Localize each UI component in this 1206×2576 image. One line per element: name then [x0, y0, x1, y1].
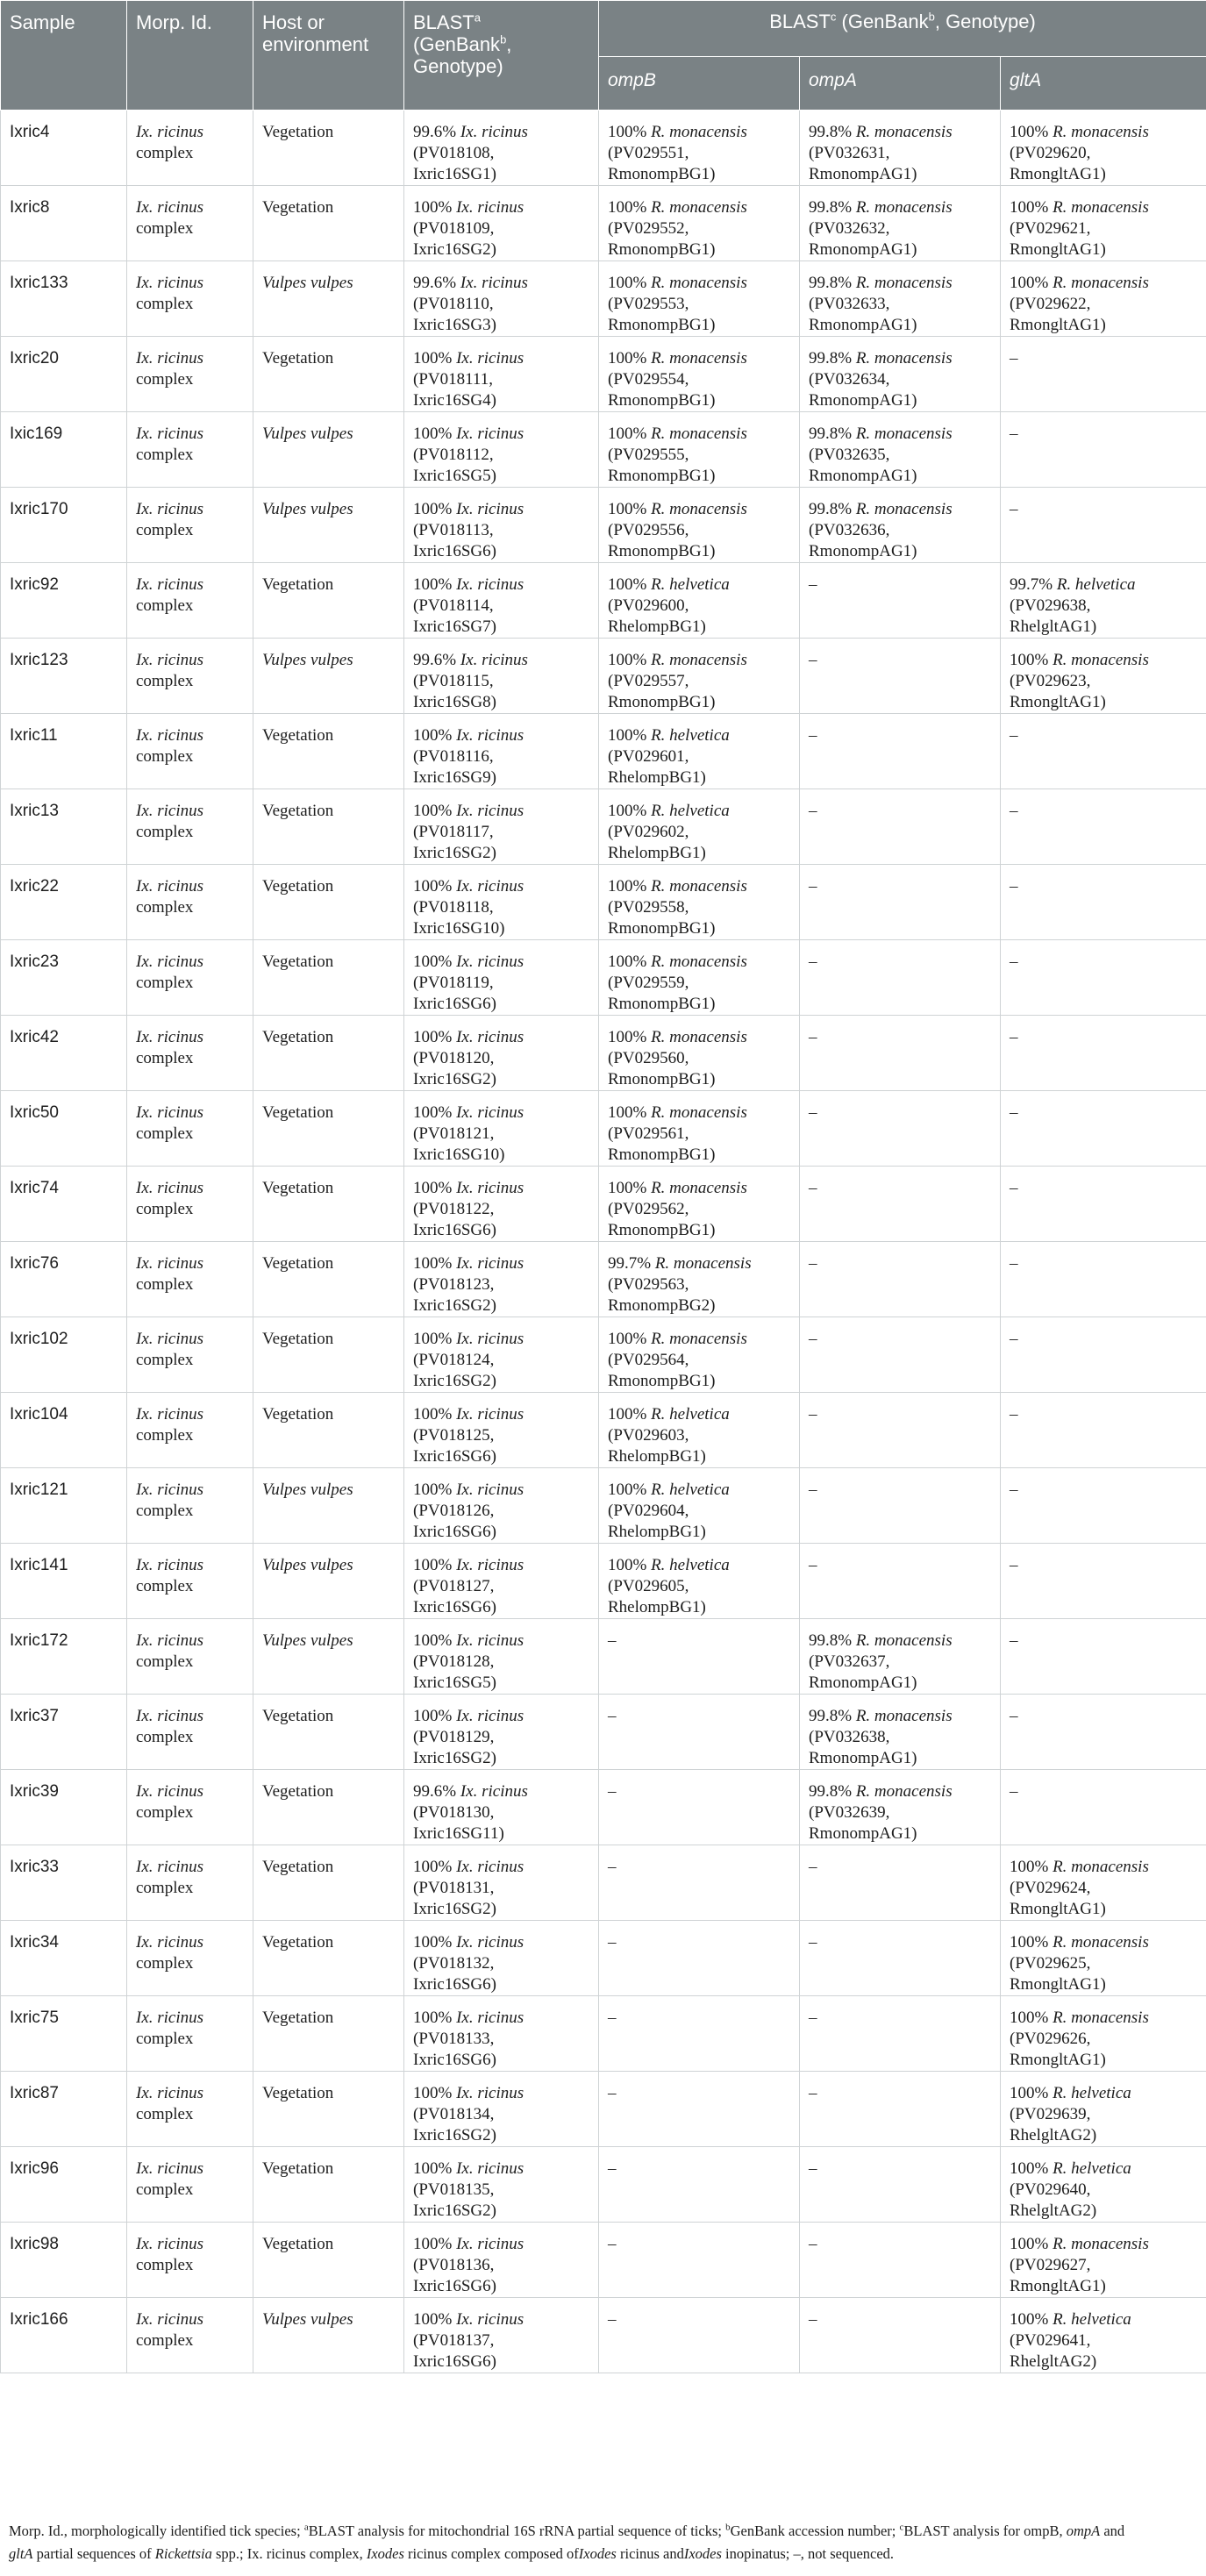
cell-blast-16s: 100% Ix. ricinus (PV018125, Ixric16SG6)	[404, 1393, 599, 1468]
cell-blast-16s: 100% Ix. ricinus (PV018137, Ixric16SG6)	[404, 2298, 599, 2373]
cell-sample: Ixric96	[1, 2147, 127, 2223]
cell-ompa: –	[800, 1845, 1001, 1921]
cell-sample: Ixric87	[1, 2072, 127, 2147]
cell-ompb: –	[599, 1770, 800, 1845]
table-row	[1, 714, 1206, 789]
cell-sample: Ixric8	[1, 186, 127, 261]
cell-glta: –	[1001, 1393, 1206, 1468]
cell-morph-id: Ix. ricinus complex	[127, 1317, 253, 1393]
cell-morph-id: Ix. ricinus complex	[127, 1167, 253, 1242]
cell-ompb: –	[599, 2298, 800, 2373]
table-header	[1, 1, 1206, 111]
cell-host: Vegetation	[253, 111, 404, 186]
cell-glta: –	[1001, 1468, 1206, 1544]
cell-sample: Ixric20	[1, 337, 127, 412]
cell-ompa: 99.8% R. monacensis (PV032636, RmonompAG1)	[800, 488, 1001, 563]
cell-blast-16s: 100% Ix. ricinus (PV018124, Ixric16SG2)	[404, 1317, 599, 1393]
cell-blast-16s: 99.6% Ix. ricinus (PV018130, Ixric16SG11)	[404, 1770, 599, 1845]
cell-blast-16s: 99.6% Ix. ricinus (PV018108, Ixric16SG1)	[404, 111, 599, 186]
cell-ompa: –	[800, 2298, 1001, 2373]
cell-ompa: –	[800, 2147, 1001, 2223]
cell-host: Vegetation	[253, 1996, 404, 2072]
cell-glta: –	[1001, 940, 1206, 1016]
table-row	[1, 2072, 1206, 2147]
table-row	[1, 1544, 1206, 1619]
cell-ompa: –	[800, 1921, 1001, 1996]
cell-sample: Ixric76	[1, 1242, 127, 1317]
table-row	[1, 488, 1206, 563]
cell-glta: –	[1001, 789, 1206, 865]
table-row	[1, 1921, 1206, 1996]
cell-sample: Ixric170	[1, 488, 127, 563]
cell-sample: Ixic169	[1, 412, 127, 488]
cell-morph-id: Ix. ricinus complex	[127, 1544, 253, 1619]
cell-glta: 99.7% R. helvetica (PV029638, RhelgltAG1)	[1001, 563, 1206, 639]
cell-blast-16s: 100% Ix. ricinus (PV018117, Ixric16SG2)	[404, 789, 599, 865]
cell-ompa: –	[800, 865, 1001, 940]
cell-ompb: 100% R. monacensis (PV029557, RmonompBG1)	[599, 639, 800, 714]
cell-blast-16s: 100% Ix. ricinus (PV018123, Ixric16SG2)	[404, 1242, 599, 1317]
cell-host: Vegetation	[253, 1242, 404, 1317]
cell-glta: –	[1001, 1770, 1206, 1845]
cell-blast-16s: 100% Ix. ricinus (PV018131, Ixric16SG2)	[404, 1845, 599, 1921]
header-ompb: ompB	[599, 57, 800, 111]
table-row	[1, 1317, 1206, 1393]
cell-morph-id: Ix. ricinus complex	[127, 1845, 253, 1921]
cell-morph-id: Ix. ricinus complex	[127, 1091, 253, 1167]
cell-sample: Ixric37	[1, 1695, 127, 1770]
cell-sample: Ixric22	[1, 865, 127, 940]
cell-ompa: –	[800, 1242, 1001, 1317]
cell-morph-id: Ix. ricinus complex	[127, 639, 253, 714]
cell-glta: –	[1001, 1317, 1206, 1393]
cell-blast-16s: 100% Ix. ricinus (PV018135, Ixric16SG2)	[404, 2147, 599, 2223]
cell-ompb: 100% R. helvetica (PV029605, RhelompBG1)	[599, 1544, 800, 1619]
cell-sample: Ixric11	[1, 714, 127, 789]
table-row	[1, 563, 1206, 639]
cell-morph-id: Ix. ricinus complex	[127, 714, 253, 789]
cell-ompb: 100% R. monacensis (PV029559, RmonompBG1)	[599, 940, 800, 1016]
cell-ompb: 100% R. monacensis (PV029558, RmonompBG1)	[599, 865, 800, 940]
cell-ompb: –	[599, 1845, 800, 1921]
table-row	[1, 1695, 1206, 1770]
cell-ompa: –	[800, 2072, 1001, 2147]
cell-host: Vegetation	[253, 2072, 404, 2147]
cell-blast-16s: 100% Ix. ricinus (PV018116, Ixric16SG9)	[404, 714, 599, 789]
cell-glta: 100% R. monacensis (PV029627, RmongltAG1)	[1001, 2223, 1206, 2298]
cell-glta: 100% R. helvetica (PV029640, RhelgltAG2)	[1001, 2147, 1206, 2223]
header-sample: Sample	[1, 1, 127, 111]
cell-sample: Ixric172	[1, 1619, 127, 1695]
cell-ompb: 100% R. monacensis (PV029556, RmonompBG1)	[599, 488, 800, 563]
header-blast-16s: BLAST$^a$ (GenBank$^b$, Genotype)	[404, 1, 599, 111]
cell-morph-id: Ix. ricinus complex	[127, 1770, 253, 1845]
cell-sample: Ixric102	[1, 1317, 127, 1393]
cell-host: Vegetation	[253, 1921, 404, 1996]
cell-blast-16s: 100% Ix. ricinus (PV018112, Ixric16SG5)	[404, 412, 599, 488]
cell-sample: Ixric4	[1, 111, 127, 186]
cell-blast-16s: 100% Ix. ricinus (PV018111, Ixric16SG4)	[404, 337, 599, 412]
table-row	[1, 1468, 1206, 1544]
table-row	[1, 2298, 1206, 2373]
cell-morph-id: Ix. ricinus complex	[127, 1016, 253, 1091]
cell-host: Vegetation	[253, 1091, 404, 1167]
header-ompa: ompA	[800, 57, 1001, 111]
table-row	[1, 186, 1206, 261]
cell-glta: 100% R. monacensis (PV029625, RmongltAG1)	[1001, 1921, 1206, 1996]
cell-host: Vulpes vulpes	[253, 639, 404, 714]
cell-host: Vegetation	[253, 337, 404, 412]
cell-ompa: –	[800, 1393, 1001, 1468]
cell-ompb: –	[599, 2072, 800, 2147]
cell-morph-id: Ix. ricinus complex	[127, 865, 253, 940]
cell-host: Vulpes vulpes	[253, 412, 404, 488]
cell-host: Vegetation	[253, 1770, 404, 1845]
cell-host: Vulpes vulpes	[253, 488, 404, 563]
cell-morph-id: Ix. ricinus complex	[127, 1695, 253, 1770]
cell-morph-id: Ix. ricinus complex	[127, 1619, 253, 1695]
cell-glta: –	[1001, 1016, 1206, 1091]
cell-ompb: 100% R. helvetica (PV029600, RhelompBG1)	[599, 563, 800, 639]
cell-sample: Ixric104	[1, 1393, 127, 1468]
cell-blast-16s: 100% Ix. ricinus (PV018121, Ixric16SG10)	[404, 1091, 599, 1167]
cell-sample: Ixric92	[1, 563, 127, 639]
cell-glta: 100% R. helvetica (PV029641, RhelgltAG2)	[1001, 2298, 1206, 2373]
cell-blast-16s: 100% Ix. ricinus (PV018113, Ixric16SG6)	[404, 488, 599, 563]
cell-morph-id: Ix. ricinus complex	[127, 2147, 253, 2223]
cell-blast-16s: 100% Ix. ricinus (PV018119, Ixric16SG6)	[404, 940, 599, 1016]
cell-glta: –	[1001, 1091, 1206, 1167]
cell-morph-id: Ix. ricinus complex	[127, 563, 253, 639]
cell-glta: –	[1001, 714, 1206, 789]
table-row	[1, 111, 1206, 186]
cell-morph-id: Ix. ricinus complex	[127, 2298, 253, 2373]
cell-ompa: 99.8% R. monacensis (PV032633, RmonompAG1)	[800, 261, 1001, 337]
header-host: Host or environment	[253, 1, 404, 111]
cell-host: Vegetation	[253, 789, 404, 865]
cell-ompb: 100% R. monacensis (PV029553, RmonompBG1)	[599, 261, 800, 337]
cell-host: Vegetation	[253, 1695, 404, 1770]
cell-glta: 100% R. helvetica (PV029639, RhelgltAG2)	[1001, 2072, 1206, 2147]
cell-glta: 100% R. monacensis (PV029623, RmongltAG1)	[1001, 639, 1206, 714]
cell-ompa: 99.8% R. monacensis (PV032634, RmonompAG1)	[800, 337, 1001, 412]
cell-ompa: –	[800, 1317, 1001, 1393]
cell-ompa: –	[800, 940, 1001, 1016]
cell-ompa: –	[800, 789, 1001, 865]
cell-ompa: 99.8% R. monacensis (PV032638, RmonompAG1)	[800, 1695, 1001, 1770]
cell-ompa: –	[800, 2223, 1001, 2298]
cell-morph-id: Ix. ricinus complex	[127, 789, 253, 865]
cell-ompa: –	[800, 1996, 1001, 2072]
cell-blast-16s: 100% Ix. ricinus (PV018132, Ixric16SG6)	[404, 1921, 599, 1996]
cell-ompb: 99.7% R. monacensis (PV029563, RmonompBG2)	[599, 1242, 800, 1317]
table-row	[1, 1167, 1206, 1242]
cell-sample: Ixric166	[1, 2298, 127, 2373]
cell-ompa: 99.8% R. monacensis (PV032637, RmonompAG1)	[800, 1619, 1001, 1695]
cell-host: Vegetation	[253, 1317, 404, 1393]
cell-ompb: 100% R. helvetica (PV029602, RhelompBG1)	[599, 789, 800, 865]
cell-morph-id: Ix. ricinus complex	[127, 1393, 253, 1468]
cell-sample: Ixric50	[1, 1091, 127, 1167]
cell-morph-id: Ix. ricinus complex	[127, 1996, 253, 2072]
cell-ompb: –	[599, 1619, 800, 1695]
cell-host: Vulpes vulpes	[253, 1544, 404, 1619]
cell-morph-id: Ix. ricinus complex	[127, 412, 253, 488]
cell-ompb: –	[599, 2147, 800, 2223]
cell-glta: –	[1001, 1544, 1206, 1619]
cell-glta: 100% R. monacensis (PV029620, RmongltAG1)	[1001, 111, 1206, 186]
cell-morph-id: Ix. ricinus complex	[127, 940, 253, 1016]
cell-blast-16s: 100% Ix. ricinus (PV018128, Ixric16SG5)	[404, 1619, 599, 1695]
cell-blast-16s: 100% Ix. ricinus (PV018133, Ixric16SG6)	[404, 1996, 599, 2072]
cell-ompb: 100% R. monacensis (PV029552, RmonompBG1)	[599, 186, 800, 261]
cell-host: Vegetation	[253, 186, 404, 261]
table-row	[1, 1770, 1206, 1845]
cell-ompb: 100% R. monacensis (PV029564, RmonompBG1)	[599, 1317, 800, 1393]
cell-ompb: 100% R. monacensis (PV029551, RmonompBG1)	[599, 111, 800, 186]
cell-morph-id: Ix. ricinus complex	[127, 488, 253, 563]
cell-ompb: 100% R. monacensis (PV029561, RmonompBG1)	[599, 1091, 800, 1167]
cell-ompa: –	[800, 563, 1001, 639]
cell-host: Vegetation	[253, 865, 404, 940]
cell-morph-id: Ix. ricinus complex	[127, 1921, 253, 1996]
cell-host: Vulpes vulpes	[253, 261, 404, 337]
cell-ompa: –	[800, 1016, 1001, 1091]
cell-morph-id: Ix. ricinus complex	[127, 186, 253, 261]
cell-glta: –	[1001, 412, 1206, 488]
table-row	[1, 865, 1206, 940]
table-row	[1, 337, 1206, 412]
cell-blast-16s: 100% Ix. ricinus (PV018118, Ixric16SG10)	[404, 865, 599, 940]
cell-glta: –	[1001, 488, 1206, 563]
table-footnote: Morp. Id., morphologically identified tick species; $^a$BLAST analysis for mitochondrial 16S rRNA partial sequence of ticks; $^b$GenBank accession number; $^c$BLAST analysis for ompB, ompA and gltA partial sequences of Rickettsia spp.; Ix. ricinus complex, Ixodes ricinus complex composed ofIxodes ricinus andIxodes inopinatus; –, not sequenced.	[9, 2522, 1125, 2562]
table-row	[1, 1619, 1206, 1695]
cell-glta: –	[1001, 1619, 1206, 1695]
cell-blast-16s: 100% Ix. ricinus (PV018126, Ixric16SG6)	[404, 1468, 599, 1544]
cell-sample: Ixric121	[1, 1468, 127, 1544]
cell-blast-16s: 100% Ix. ricinus (PV018122, Ixric16SG6)	[404, 1167, 599, 1242]
cell-ompa: 99.8% R. monacensis (PV032632, RmonompAG1)	[800, 186, 1001, 261]
cell-glta: 100% R. monacensis (PV029626, RmongltAG1)	[1001, 1996, 1206, 2072]
header-glta: gltA	[1001, 57, 1206, 111]
table-row	[1, 1242, 1206, 1317]
cell-morph-id: Ix. ricinus complex	[127, 337, 253, 412]
cell-ompa: –	[800, 1167, 1001, 1242]
cell-glta: 100% R. monacensis (PV029622, RmongltAG1)	[1001, 261, 1206, 337]
cell-morph-id: Ix. ricinus complex	[127, 1242, 253, 1317]
cell-sample: Ixric39	[1, 1770, 127, 1845]
cell-ompa: –	[800, 714, 1001, 789]
cell-ompb: –	[599, 1695, 800, 1770]
cell-sample: Ixric133	[1, 261, 127, 337]
cell-ompa: 99.8% R. monacensis (PV032631, RmonompAG1)	[800, 111, 1001, 186]
cell-glta: 100% R. monacensis (PV029621, RmongltAG1)	[1001, 186, 1206, 261]
cell-host: Vulpes vulpes	[253, 1468, 404, 1544]
cell-host: Vegetation	[253, 1016, 404, 1091]
cell-ompb: 100% R. monacensis (PV029554, RmonompBG1)	[599, 337, 800, 412]
cell-glta: –	[1001, 865, 1206, 940]
cell-blast-16s: 100% Ix. ricinus (PV018114, Ixric16SG7)	[404, 563, 599, 639]
table-row	[1, 1091, 1206, 1167]
cell-host: Vegetation	[253, 714, 404, 789]
cell-sample: Ixric23	[1, 940, 127, 1016]
cell-ompb: 100% R. monacensis (PV029560, RmonompBG1)	[599, 1016, 800, 1091]
cell-morph-id: Ix. ricinus complex	[127, 1468, 253, 1544]
table-row	[1, 261, 1206, 337]
cell-ompa: –	[800, 1091, 1001, 1167]
cell-ompa: 99.8% R. monacensis (PV032635, RmonompAG1)	[800, 412, 1001, 488]
cell-sample: Ixric34	[1, 1921, 127, 1996]
cell-blast-16s: 100% Ix. ricinus (PV018129, Ixric16SG2)	[404, 1695, 599, 1770]
cell-sample: Ixric123	[1, 639, 127, 714]
cell-host: Vegetation	[253, 1845, 404, 1921]
cell-ompa: 99.8% R. monacensis (PV032639, RmonompAG1)	[800, 1770, 1001, 1845]
table-row	[1, 1393, 1206, 1468]
cell-blast-16s: 100% Ix. ricinus (PV018127, Ixric16SG6)	[404, 1544, 599, 1619]
cell-blast-16s: 99.6% Ix. ricinus (PV018110, Ixric16SG3)	[404, 261, 599, 337]
cell-ompa: –	[800, 1468, 1001, 1544]
cell-blast-16s: 99.6% Ix. ricinus (PV018115, Ixric16SG8)	[404, 639, 599, 714]
table-row	[1, 639, 1206, 714]
cell-morph-id: Ix. ricinus complex	[127, 111, 253, 186]
table-body	[1, 111, 1206, 2373]
cell-morph-id: Ix. ricinus complex	[127, 2223, 253, 2298]
cell-host: Vulpes vulpes	[253, 2298, 404, 2373]
cell-sample: Ixric42	[1, 1016, 127, 1091]
cell-glta: –	[1001, 1695, 1206, 1770]
cell-sample: Ixric13	[1, 789, 127, 865]
cell-host: Vegetation	[253, 563, 404, 639]
cell-host: Vegetation	[253, 1393, 404, 1468]
cell-glta: –	[1001, 1242, 1206, 1317]
cell-ompb: –	[599, 2223, 800, 2298]
header-blast-rickettsia: BLAST$^c$ (GenBank$^b$, Genotype)	[599, 1, 1206, 57]
cell-glta: –	[1001, 337, 1206, 412]
cell-blast-16s: 100% Ix. ricinus (PV018120, Ixric16SG2)	[404, 1016, 599, 1091]
table-row	[1, 412, 1206, 488]
cell-ompb: 100% R. monacensis (PV029562, RmonompBG1)	[599, 1167, 800, 1242]
cell-ompb: 100% R. helvetica (PV029601, RhelompBG1)	[599, 714, 800, 789]
cell-ompb: –	[599, 1996, 800, 2072]
cell-sample: Ixric141	[1, 1544, 127, 1619]
cell-host: Vegetation	[253, 1167, 404, 1242]
cell-sample: Ixric33	[1, 1845, 127, 1921]
table-row	[1, 789, 1206, 865]
table-row	[1, 2147, 1206, 2223]
cell-sample: Ixric75	[1, 1996, 127, 2072]
header-morp-id: Morp. Id.	[127, 1, 253, 111]
cell-morph-id: Ix. ricinus complex	[127, 2072, 253, 2147]
cell-ompb: 100% R. monacensis (PV029555, RmonompBG1)	[599, 412, 800, 488]
cell-glta: 100% R. monacensis (PV029624, RmongltAG1)	[1001, 1845, 1206, 1921]
cell-ompb: 100% R. helvetica (PV029604, RhelompBG1)	[599, 1468, 800, 1544]
cell-blast-16s: 100% Ix. ricinus (PV018134, Ixric16SG2)	[404, 2072, 599, 2147]
table-row	[1, 1016, 1206, 1091]
cell-ompb: 100% R. helvetica (PV029603, RhelompBG1)	[599, 1393, 800, 1468]
table-row	[1, 1996, 1206, 2072]
cell-ompb: –	[599, 1921, 800, 1996]
table-row	[1, 940, 1206, 1016]
cell-host: Vegetation	[253, 2147, 404, 2223]
cell-glta: –	[1001, 1167, 1206, 1242]
cell-host: Vegetation	[253, 2223, 404, 2298]
cell-blast-16s: 100% Ix. ricinus (PV018136, Ixric16SG6)	[404, 2223, 599, 2298]
cell-blast-16s: 100% Ix. ricinus (PV018109, Ixric16SG2)	[404, 186, 599, 261]
table-row	[1, 1845, 1206, 1921]
cell-host: Vulpes vulpes	[253, 1619, 404, 1695]
cell-sample: Ixric98	[1, 2223, 127, 2298]
cell-ompa: –	[800, 639, 1001, 714]
cell-morph-id: Ix. ricinus complex	[127, 261, 253, 337]
table-row	[1, 2223, 1206, 2298]
cell-sample: Ixric74	[1, 1167, 127, 1242]
cell-ompa: –	[800, 1544, 1001, 1619]
cell-host: Vegetation	[253, 940, 404, 1016]
